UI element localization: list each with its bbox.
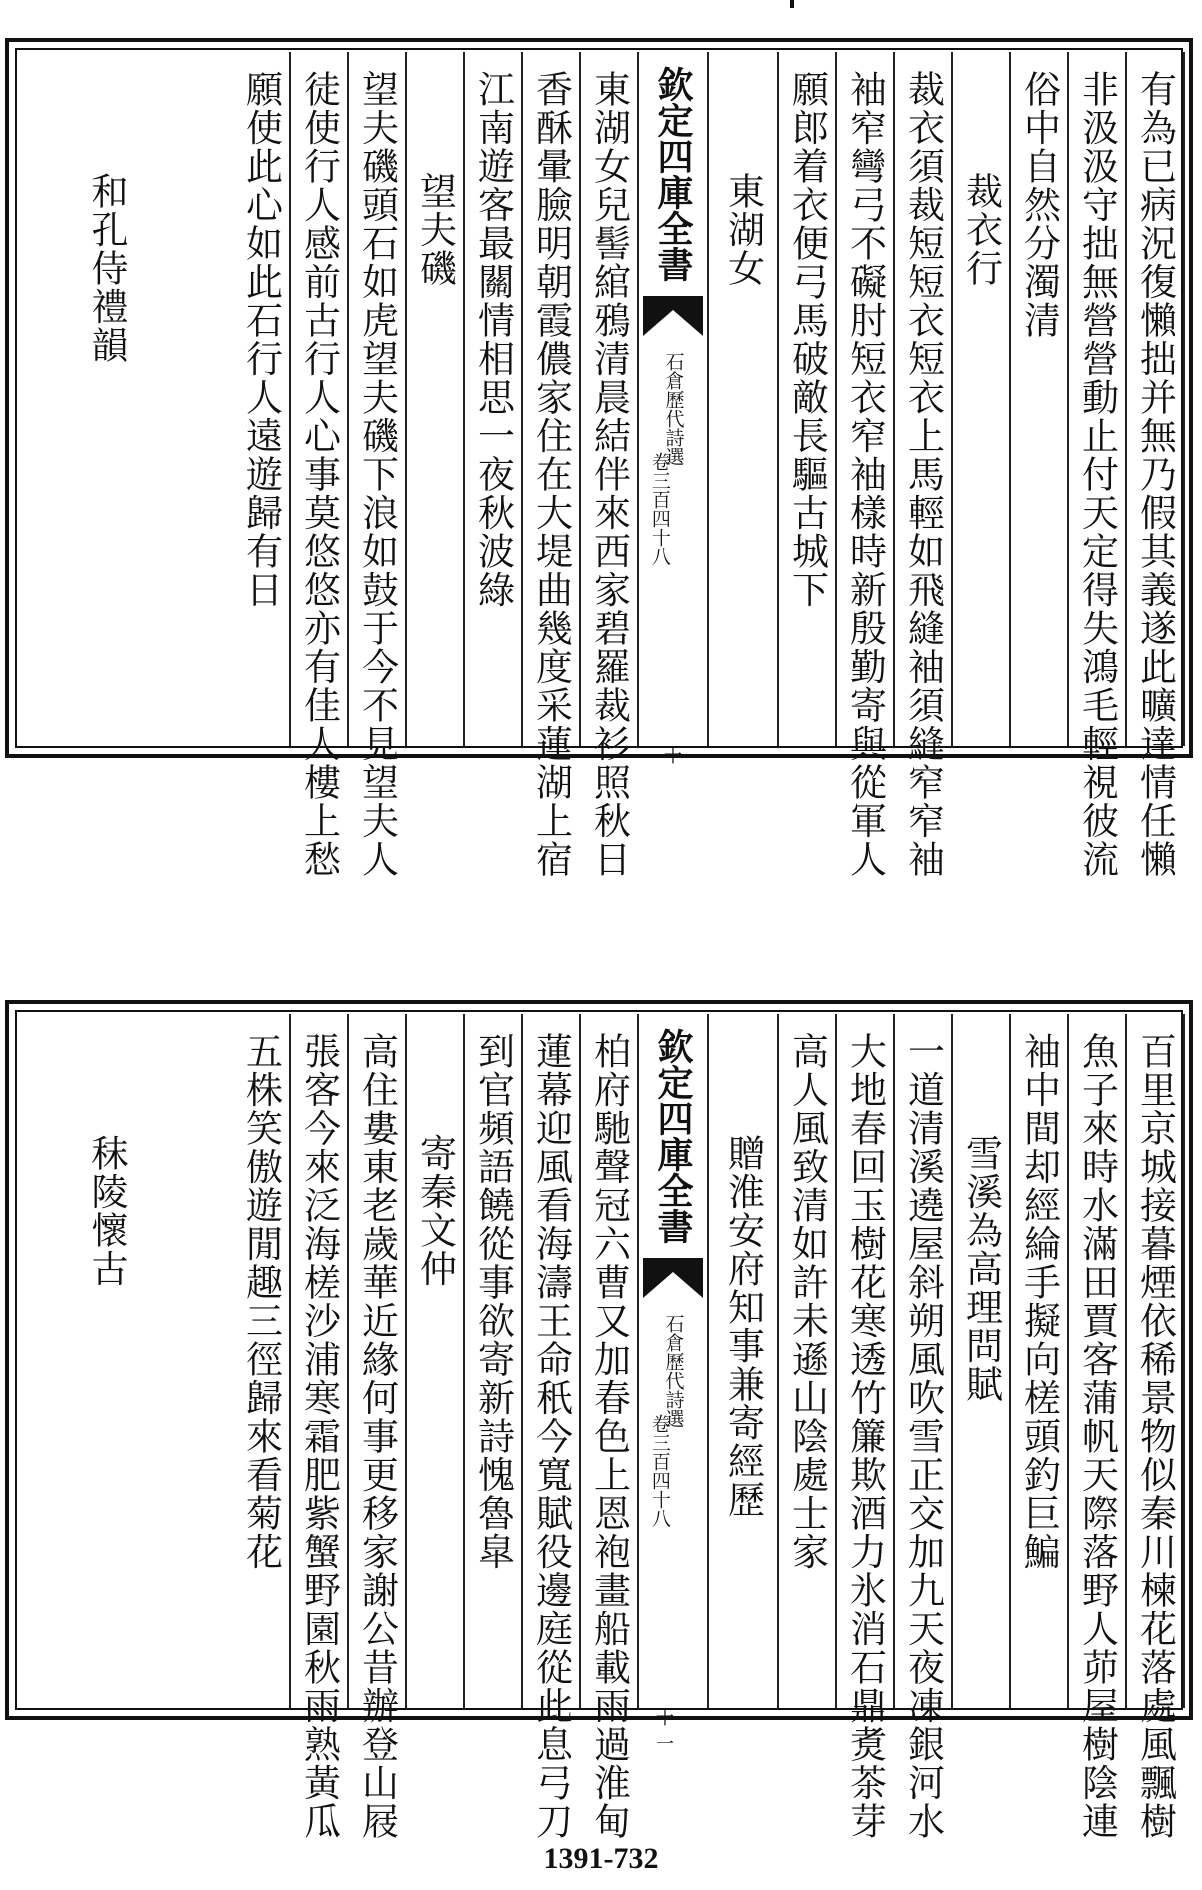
text-column <box>581 52 639 879</box>
text-column <box>523 52 581 879</box>
poem-title: 東湖女 <box>721 172 765 288</box>
book-title: 欽定四庫全書 <box>652 66 694 282</box>
poem-title: 贈淮安府知事兼寄經歷 <box>721 1134 765 1519</box>
text-column <box>465 1014 523 1708</box>
poem-title: 望夫磯 <box>413 172 457 288</box>
text-column <box>709 1014 779 1708</box>
poem-title: 裁衣行 <box>959 172 1003 288</box>
running-title: 石倉歷代詩選 <box>662 352 685 466</box>
column-text: 袖中間却經綸手擬向槎頭釣巨鯿 <box>1017 1032 1061 1571</box>
column-text: 東湖女兒髻綰鴉清晨結伴來西家碧羅裁衫照秋日 <box>587 70 631 879</box>
column-text: 到官頻語饒從事欲寄新詩愧魯皐 <box>471 1032 515 1571</box>
book-title: 欽定四庫全書 <box>652 1028 694 1244</box>
text-column <box>837 52 895 879</box>
column-text: 魚子來時水滿田賈客蒲帆天際落野人茆屋樹陰連 <box>1075 1032 1119 1841</box>
text-column <box>349 52 407 879</box>
running-title: 石倉歷代詩選 <box>662 1314 685 1428</box>
scan-mark <box>790 0 794 8</box>
page-leaf-bottom <box>5 1000 1193 1841</box>
column-text: 百里京城接暮煙依稀景物似秦川楝花落處風飄樹 <box>1133 1032 1177 1841</box>
text-column <box>1069 1014 1127 1841</box>
column-text: 江南遊客最關情相思一夜秋波綠 <box>471 70 515 609</box>
column-text: 俗中自然分濁清 <box>1017 70 1061 340</box>
column-text: 五株笑傲遊閒趣三徑歸來看菊花 <box>239 1032 283 1571</box>
text-column <box>895 1014 953 1841</box>
text-column <box>291 1014 349 1841</box>
text-column <box>779 52 837 746</box>
text-column <box>895 52 953 879</box>
text-column <box>1069 52 1127 879</box>
poem-title: 雪溪為高理問賦 <box>959 1134 1003 1404</box>
column-text: 一道清溪遶屋斜朔風吹雪正交加九天夜凍銀河水 <box>901 1032 945 1841</box>
page-leaf-top <box>5 38 1193 879</box>
column-text: 望夫磯頭石如虎望夫磯下浪如鼓于今不見望夫人 <box>355 70 399 879</box>
column-text: 張客今來泛海槎沙浦寒霜肥紫蟹野園秋雨熟黃瓜 <box>297 1032 341 1841</box>
column-text: 大地春回玉樹花寒透竹簾欺酒力氷消石鼎煑茶芽 <box>843 1032 887 1841</box>
text-column <box>233 52 291 746</box>
column-text: 蓮幕迎風看海濤王命秖今寬賦役邊庭從此息弓刀 <box>529 1032 573 1841</box>
text-column <box>233 1014 291 1708</box>
text-column <box>1127 1014 1185 1841</box>
text-column <box>407 1014 465 1708</box>
text-column <box>953 1014 1011 1708</box>
column-text: 香酥暈臉明朝霞儂家住在大堤曲幾度采蓮湖上宿 <box>529 70 573 879</box>
text-column <box>19 52 233 746</box>
text-column <box>349 1014 407 1841</box>
column-text: 非汲汲守拙無營營動止付天定得失鴻毛輕視彼流 <box>1075 70 1119 879</box>
volume-label: 卷三百四十八 <box>648 1414 671 1528</box>
text-column <box>709 52 779 746</box>
center-header <box>639 52 709 767</box>
page-number: 1391-732 <box>543 1842 659 1875</box>
column-text: 願使此心如此石行人遠遊歸有日 <box>239 70 283 609</box>
volume-label: 卷三百四十八 <box>648 452 671 566</box>
column-text: 徒使行人感前古行人心事莫悠悠亦有佳人樓上愁 <box>297 70 341 879</box>
column-text: 柏府馳聲冠六曹又加春色上恩袍畫船載雨過淮甸 <box>587 1032 631 1841</box>
column-text: 願郎着衣便弓馬破敵長驅古城下 <box>785 70 829 609</box>
poem-title: 寄秦文仲 <box>413 1134 457 1288</box>
center-header <box>639 1014 709 1755</box>
text-column <box>1011 52 1069 746</box>
column-text: 高住婁東老歲華近緣何事更移家謝公昔辦登山屐 <box>355 1032 399 1841</box>
poem-title: 和孔侍禮韻 <box>85 172 128 365</box>
fishtail-ornament <box>643 1258 703 1298</box>
text-column <box>581 1014 639 1841</box>
text-column <box>779 1014 837 1708</box>
column-text: 高人風致清如許未遜山陰處士家 <box>785 1032 829 1571</box>
text-column <box>407 52 465 746</box>
column-text: 袖窄彎弓不礙肘短衣窄袖樣時新殷勤寄與從軍人 <box>843 70 887 879</box>
text-column <box>19 1014 233 1708</box>
text-column <box>465 52 523 746</box>
text-column <box>1011 1014 1069 1708</box>
text-column <box>1127 52 1185 879</box>
fishtail-ornament <box>643 296 703 336</box>
folio-number: 十 <box>664 746 682 767</box>
column-text: 有為已病況復懶拙并無乃假其義遂此曠達情任懶 <box>1133 70 1177 879</box>
text-column <box>953 52 1011 746</box>
text-column <box>523 1014 581 1841</box>
column-text: 裁衣須裁短短衣短衣上馬輕如飛縫袖須縫窄窄袖 <box>901 70 945 879</box>
text-column <box>837 1014 895 1841</box>
poem-title: 秣陵懷古 <box>85 1134 128 1288</box>
text-column <box>291 52 349 879</box>
folio-number: 十一 <box>656 1708 674 1755</box>
